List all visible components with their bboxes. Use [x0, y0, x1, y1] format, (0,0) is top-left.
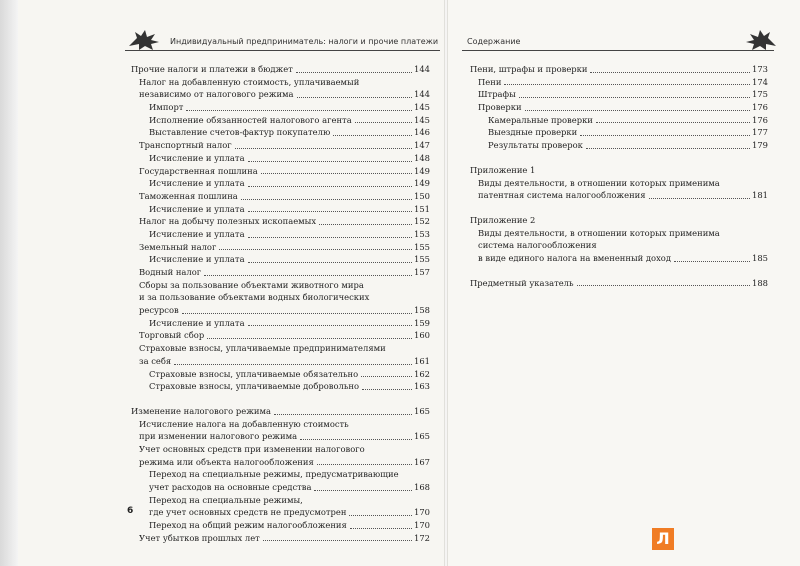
- toc-page-number: 165: [414, 431, 430, 442]
- toc-entry-title: Исчисление налога на добавленную стоимость: [139, 418, 349, 429]
- toc-page-number: 159: [414, 317, 430, 328]
- toc-entry-title: Предметный указатель: [470, 277, 574, 288]
- dot-leader: [577, 285, 750, 286]
- toc-page-number: 168: [414, 482, 430, 492]
- toc-page-number: 146: [414, 127, 430, 138]
- left-toc: [131, 63, 430, 544]
- toc-page-number: 174: [752, 76, 768, 87]
- toc-gap: [470, 152, 768, 164]
- toc-entry-title: Переход на специальные режимы,: [149, 494, 303, 505]
- toc-entry-title: Сборы за пользование объектами животного мира: [139, 279, 364, 290]
- toc-entry-title: Виды деятельности, в отношении которых применима: [478, 177, 720, 188]
- toc-page-number: 153: [414, 228, 430, 239]
- toc-page-number: 170: [414, 507, 430, 518]
- toc-entry: [131, 405, 430, 418]
- toc-entry-title: за себя: [139, 355, 172, 366]
- toc-entry: [131, 304, 430, 317]
- toc-page-number: 147: [414, 140, 430, 151]
- toc-page-number: 151: [414, 203, 430, 214]
- book-edge: [0, 0, 18, 566]
- toc-entry: [470, 177, 768, 190]
- toc-entry: [131, 291, 430, 304]
- toc-page-number: 160: [414, 330, 430, 341]
- toc-entry: [131, 317, 430, 330]
- toc-entry-title: Исполнение обязанностей налогового агента: [149, 114, 352, 125]
- toc-page-number: 152: [414, 216, 430, 227]
- toc-entry-title: Таможенная пошлина: [139, 190, 238, 201]
- toc-entry: [131, 114, 430, 127]
- toc-entry: [131, 279, 430, 292]
- dot-leader: [174, 364, 412, 365]
- dot-leader: [248, 262, 412, 263]
- dot-leader: [300, 439, 412, 440]
- dot-leader: [674, 261, 750, 262]
- toc-page-number: 161: [414, 355, 430, 366]
- dot-leader: [248, 186, 412, 187]
- toc-entry: [470, 126, 768, 139]
- dot-leader: [296, 72, 412, 73]
- toc-entry: [470, 214, 768, 227]
- dot-leader: [207, 338, 412, 339]
- dragon-ornament-icon: [740, 26, 780, 52]
- toc-entry: [131, 139, 430, 152]
- toc-entry-title: Исчисление и уплата: [149, 317, 245, 328]
- toc-entry-title: Изменение налогового режима: [131, 405, 271, 416]
- toc-page-number: 144: [414, 89, 430, 100]
- toc-page-number: 162: [414, 368, 430, 379]
- toc-entry-title: Исчисление и уплата: [149, 254, 245, 265]
- toc-entry-title: Учет убытков прошлых лет: [139, 532, 260, 543]
- dot-leader: [248, 211, 412, 212]
- toc-entry: [131, 380, 430, 393]
- toc-entry: [470, 76, 768, 89]
- dot-leader: [350, 528, 412, 529]
- dot-leader: [241, 199, 412, 200]
- toc-page-number: 181: [752, 190, 768, 201]
- dot-leader: [596, 122, 750, 123]
- dot-leader: [319, 224, 412, 225]
- toc-page-number: 149: [414, 165, 430, 176]
- toc-entry-title: Исчисление и уплата: [149, 203, 245, 214]
- dot-leader: [586, 148, 750, 149]
- toc-entry: [131, 215, 430, 228]
- dot-leader: [519, 97, 750, 98]
- toc-entry: [131, 165, 430, 178]
- toc-page-number: 170: [414, 520, 430, 531]
- toc-entry-title: Государственная пошлина: [139, 165, 258, 176]
- toc-entry: [470, 139, 768, 152]
- dot-leader: [580, 135, 750, 136]
- toc-entry: [470, 239, 768, 252]
- toc-entry-title: Земельный налог: [139, 241, 217, 252]
- toc-entry-title: Исчисление и уплата: [149, 228, 245, 239]
- toc-page-number: 167: [414, 456, 430, 467]
- right-toc: [470, 63, 768, 289]
- toc-entry-title: Прочие налоги и платежи в бюджет: [131, 64, 293, 74]
- toc-page-number: 177: [752, 127, 768, 138]
- toc-page-number: 179: [752, 140, 768, 151]
- toc-entry: [131, 519, 430, 532]
- page-number: 6: [127, 506, 134, 516]
- toc-entry-title: режима или объекта налогообложения: [139, 456, 314, 467]
- toc-page-number: 185: [752, 252, 768, 263]
- toc-page-number: 157: [414, 267, 430, 277]
- toc-entry-title: Торговый сбор: [139, 330, 205, 341]
- toc-gap: [470, 265, 768, 277]
- dot-leader: [314, 490, 412, 491]
- toc-page-number: 175: [752, 89, 768, 100]
- dot-leader: [248, 237, 412, 238]
- toc-entry: [131, 506, 430, 519]
- toc-entry-title: ресурсов: [139, 305, 179, 316]
- toc-entry: [131, 430, 430, 443]
- right-header-rule: [462, 50, 774, 51]
- dot-leader: [186, 110, 412, 111]
- toc-entry-title: Приложение 2: [470, 214, 536, 225]
- dot-leader: [261, 173, 412, 174]
- toc-entry-title: Страховые взносы, уплачиваемые обязательно: [149, 368, 359, 379]
- toc-entry: [131, 342, 430, 355]
- dot-leader: [317, 464, 412, 465]
- dot-leader: [263, 540, 412, 541]
- toc-entry: [131, 190, 430, 203]
- dot-leader: [333, 135, 412, 136]
- toc-page-number: 150: [414, 190, 430, 201]
- toc-entry: [131, 253, 430, 266]
- toc-entry-title: Учет основных средств при изменении налогового: [139, 443, 365, 454]
- toc-entry-title: Пени: [478, 76, 502, 87]
- toc-entry: [131, 329, 430, 342]
- toc-entry-title: Выставление счетов-фактур покупателю: [149, 127, 331, 138]
- toc-entry: [131, 126, 430, 139]
- toc-entry-title: патентная система налогообложения: [478, 190, 646, 201]
- toc-page-number: 173: [752, 64, 768, 74]
- toc-entry: [131, 481, 430, 494]
- toc-entry-title: Результаты проверок: [488, 140, 583, 151]
- toc-entry: [470, 227, 768, 240]
- dot-leader: [219, 249, 412, 250]
- toc-entry-title: Транспортный налог: [139, 140, 232, 151]
- toc-page-number: 155: [414, 241, 430, 252]
- dot-leader: [362, 389, 412, 390]
- toc-entry-title: Проверки: [478, 102, 522, 113]
- dot-leader: [235, 148, 412, 149]
- toc-page-number: 148: [414, 152, 430, 163]
- dot-leader: [590, 72, 750, 73]
- toc-entry: [470, 252, 768, 265]
- toc-entry: [470, 189, 768, 202]
- toc-entry-title: Водный налог: [139, 267, 202, 277]
- toc-entry-title: Налог на добавленную стоимость, уплачиваемый: [139, 76, 360, 87]
- toc-entry: [470, 277, 768, 290]
- dot-leader: [248, 325, 412, 326]
- dot-leader: [297, 97, 412, 98]
- toc-page-number: 158: [414, 305, 430, 316]
- dragon-ornament-icon: [125, 26, 165, 52]
- toc-entry-title: Камеральные проверки: [488, 114, 593, 125]
- toc-entry: [131, 468, 430, 481]
- left-header-rule: [125, 50, 440, 51]
- toc-entry: [131, 355, 430, 368]
- dot-leader: [204, 275, 412, 276]
- toc-page-number: 188: [752, 277, 768, 288]
- toc-page-number: 176: [752, 114, 768, 125]
- toc-page-number: 149: [414, 178, 430, 189]
- toc-entry-title: Страховые взносы, уплачиваемые добровольно: [149, 381, 360, 392]
- toc-entry-title: Пени, штрафы и проверки: [470, 64, 588, 74]
- dot-leader: [525, 110, 750, 111]
- toc-entry-title: Переход на специальные режимы, предусматривающие: [149, 469, 399, 480]
- toc-entry-title: в виде единого налога на вмененный доход: [478, 252, 671, 263]
- dot-leader: [649, 198, 750, 199]
- toc-entry-title: система налогообложения: [478, 240, 597, 251]
- toc-page-number: 155: [414, 254, 430, 265]
- toc-entry-title: независимо от налогового режима: [139, 89, 294, 100]
- toc-entry: [131, 101, 430, 114]
- toc-entry: [470, 164, 768, 177]
- toc-entry: [131, 494, 430, 507]
- toc-gap: [470, 202, 768, 214]
- toc-entry: [131, 443, 430, 456]
- toc-entry: [131, 456, 430, 469]
- toc-entry: [131, 88, 430, 101]
- dot-leader: [182, 313, 412, 314]
- toc-entry: [470, 101, 768, 114]
- toc-entry-title: при изменении налогового режима: [139, 431, 298, 442]
- toc-entry-title: Выездные проверки: [488, 127, 578, 138]
- dot-leader: [274, 414, 412, 415]
- toc-entry-title: и за пользование объектами водных биологических: [139, 292, 370, 303]
- toc-page-number: 145: [414, 114, 430, 125]
- toc-entry-title: Импорт: [149, 102, 184, 113]
- toc-entry: [131, 228, 430, 241]
- toc-entry: [131, 266, 430, 279]
- toc-entry: [131, 63, 430, 76]
- toc-page-number: 163: [414, 381, 430, 392]
- toc-entry: [470, 88, 768, 101]
- toc-entry: [131, 241, 430, 254]
- toc-gap: [131, 393, 430, 405]
- toc-entry: [470, 114, 768, 127]
- toc-entry: [131, 203, 430, 216]
- toc-entry: [131, 152, 430, 165]
- toc-page-number: 176: [752, 102, 768, 113]
- toc-entry-title: Штрафы: [478, 89, 516, 100]
- toc-entry: [131, 177, 430, 190]
- toc-entry: [131, 368, 430, 381]
- toc-entry: [470, 63, 768, 76]
- toc-entry: [131, 532, 430, 545]
- toc-entry-title: Исчисление и уплата: [149, 178, 245, 189]
- dot-leader: [504, 84, 750, 85]
- toc-entry-title: Страховые взносы, уплачиваемые предпринимателями: [139, 343, 386, 354]
- toc-entry: [131, 418, 430, 431]
- toc-entry: [131, 76, 430, 89]
- toc-entry-title: Виды деятельности, в отношении которых применима: [478, 227, 720, 238]
- dot-leader: [355, 122, 412, 123]
- publisher-logo: Л: [652, 528, 674, 550]
- toc-page-number: 165: [414, 405, 430, 416]
- toc-page-number: 144: [414, 64, 430, 74]
- toc-entry-title: Исчисление и уплата: [149, 152, 245, 163]
- left-running-head: Индивидуальный предприниматель: налоги и прочие платежи: [170, 37, 439, 46]
- dot-leader: [248, 161, 412, 162]
- toc-entry-title: учет расходов на основные средства: [149, 482, 312, 492]
- toc-entry-title: Налог на добычу полезных ископаемых: [139, 216, 317, 227]
- right-running-head: Содержание: [467, 37, 521, 46]
- toc-entry-title: Приложение 1: [470, 164, 536, 175]
- toc-entry-title: Переход на общий режим налогообложения: [149, 520, 347, 531]
- toc-page-number: 145: [414, 102, 430, 113]
- dot-leader: [349, 515, 412, 516]
- toc-entry-title: где учет основных средств не предусмотрен: [149, 507, 347, 518]
- toc-page-number: 172: [414, 532, 430, 543]
- book-spine: [444, 0, 448, 566]
- dot-leader: [361, 376, 412, 377]
